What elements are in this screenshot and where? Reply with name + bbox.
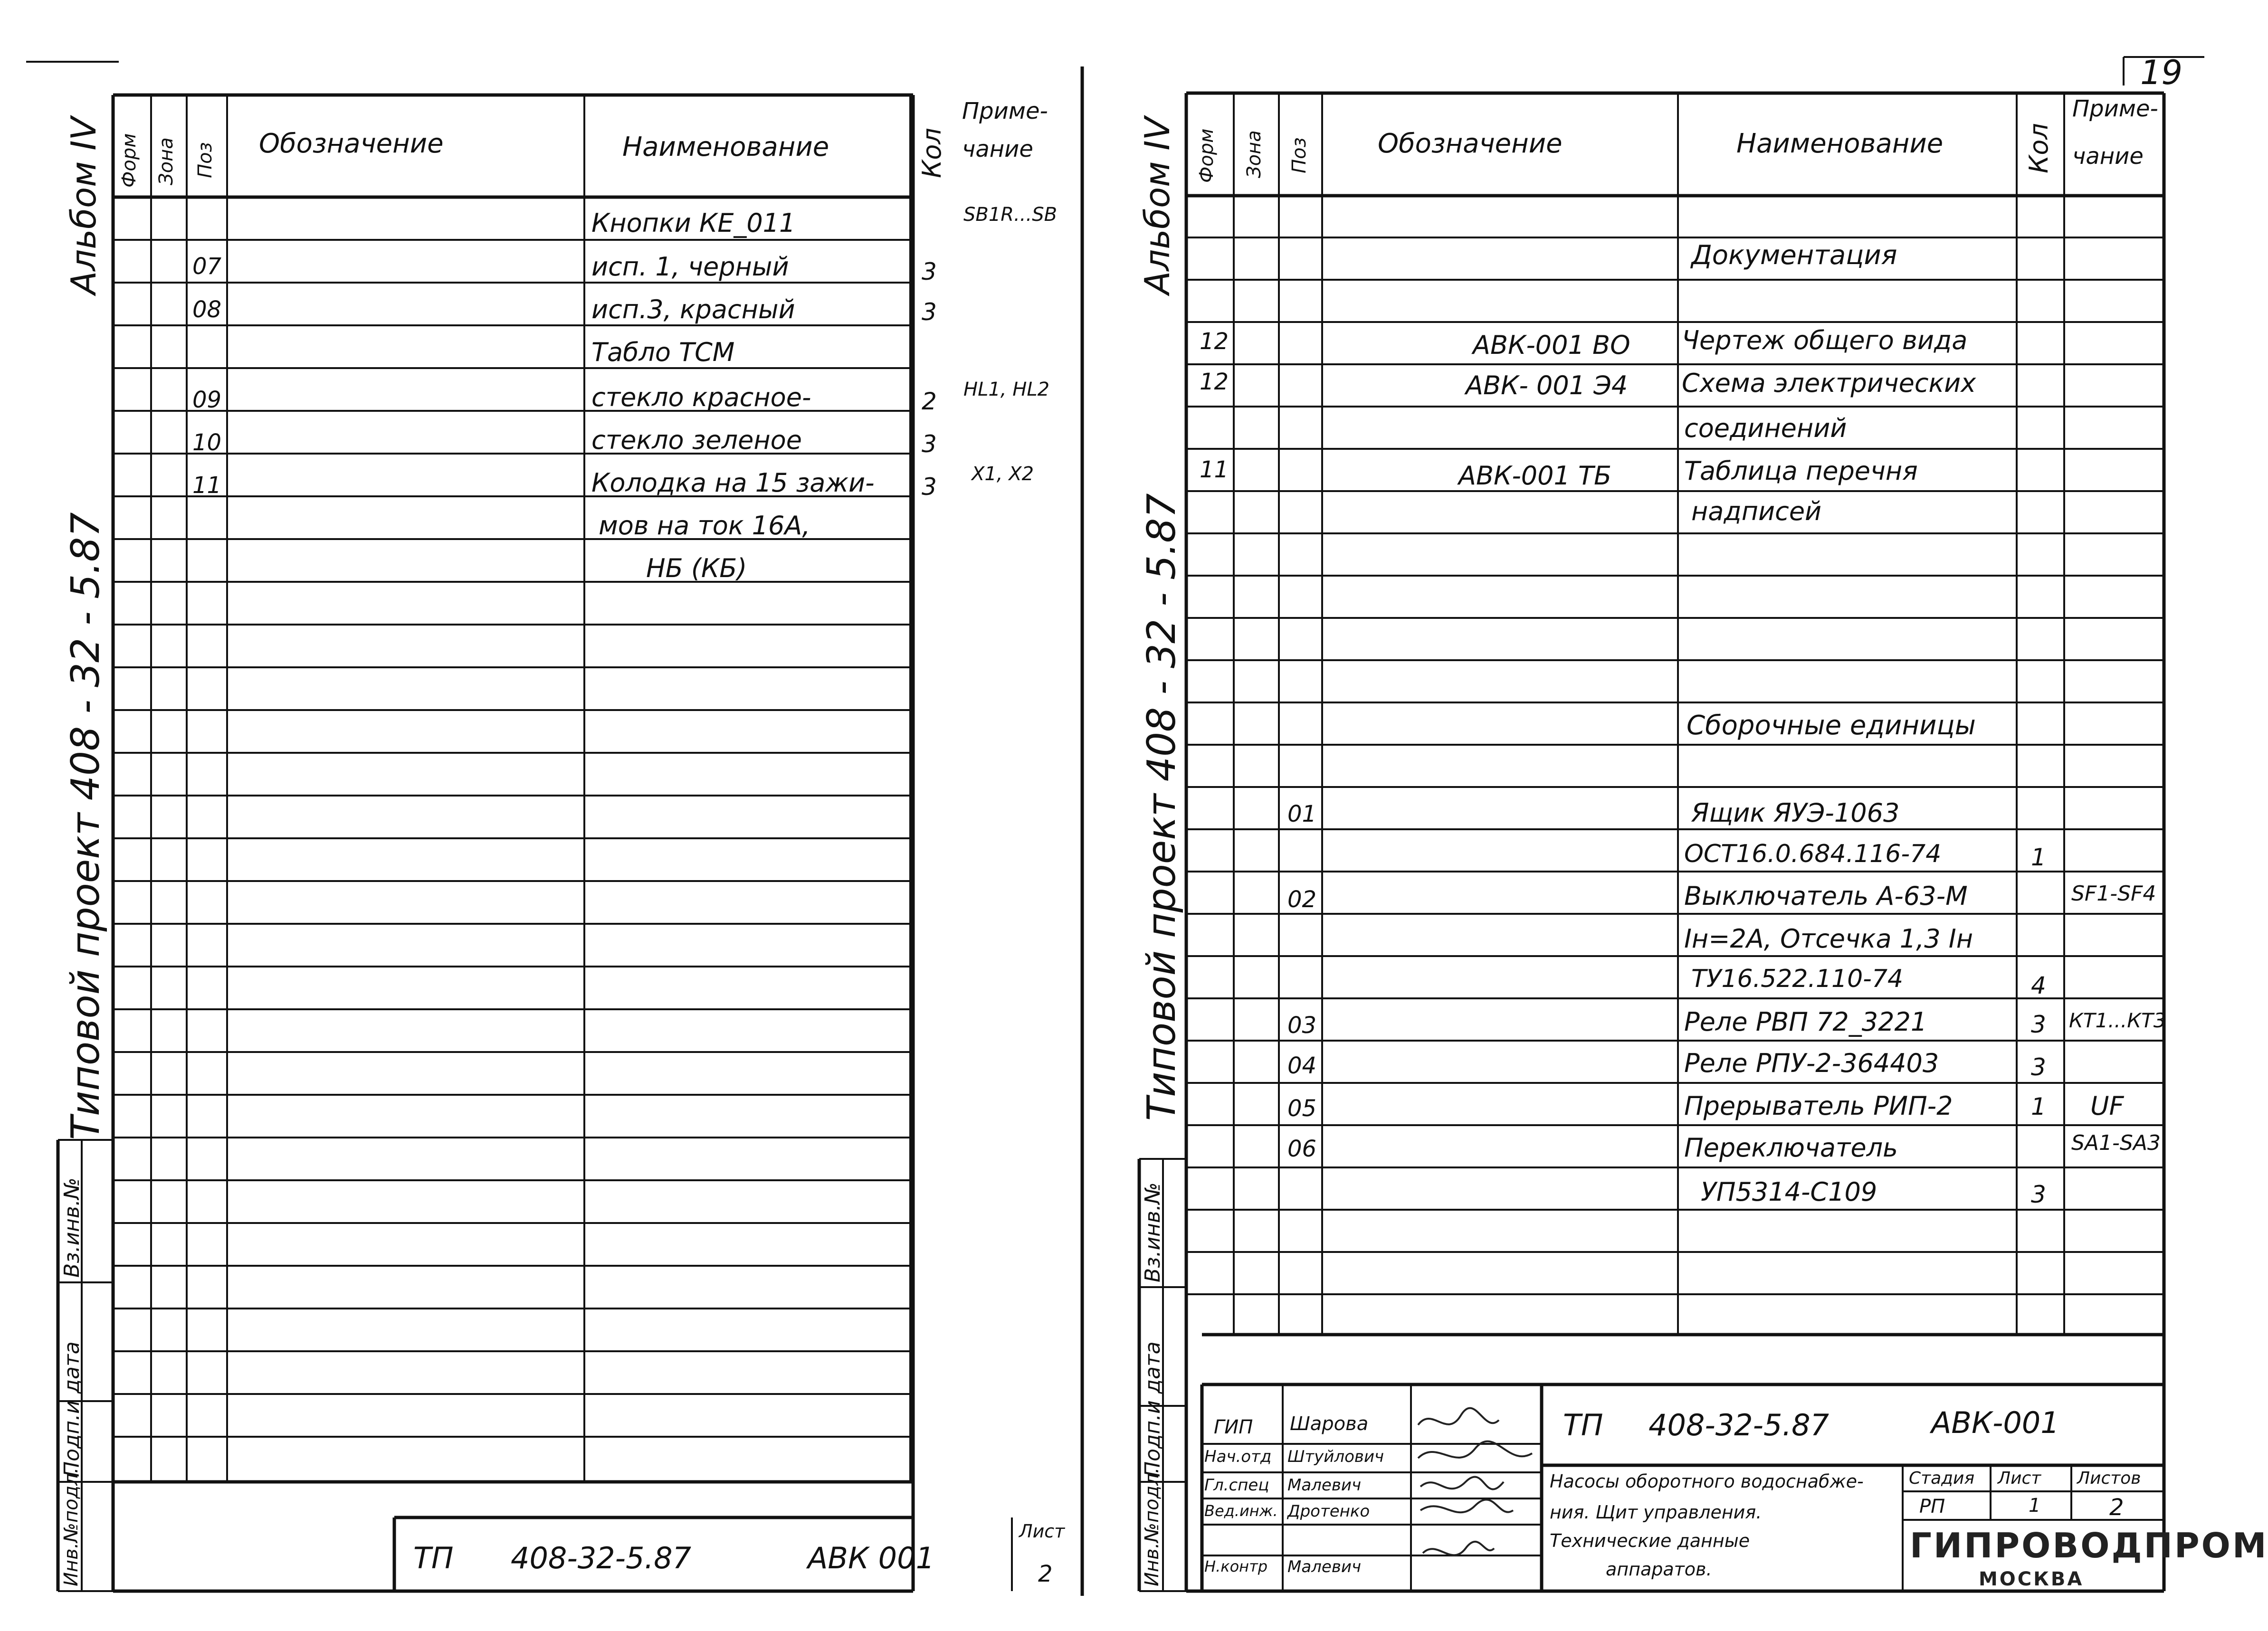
left-stamp-tp: ТП [413, 1541, 454, 1575]
right-row-qty: 4 [2031, 972, 2046, 999]
right-header-note-1: Приме- [2072, 95, 2158, 122]
left-row-name: мов на ток 16А, [599, 511, 810, 541]
right-row-name: Выключатель А-63-М [1684, 881, 1968, 911]
left-row-name: Колодка на 15 зажи- [591, 468, 875, 498]
signatures-scribble [1413, 1401, 1537, 1572]
left-row-pos: 09 [192, 387, 222, 413]
left-row-name: исп.3, красный [591, 294, 795, 324]
right-row-note: UF [2090, 1091, 2124, 1121]
left-row-pos: 11 [192, 472, 222, 499]
right-row-name: надписей [1691, 496, 1822, 526]
right-header-zone: Зона [1243, 130, 1265, 178]
right-row-pos: 01 [1287, 801, 1317, 827]
right-project-label: Типовой проект 408 - 32 - 5.87 [1139, 493, 1184, 1121]
left-podp-data-label: Подп.и дата [60, 1341, 84, 1477]
left-row-name: Кнопки КЕ_011 [591, 208, 796, 238]
title-stage-label: Стадия [1909, 1469, 1975, 1488]
right-row-qty: 1 [2031, 844, 2046, 871]
right-row-name: Реле РПУ-2-364403 [1684, 1048, 1939, 1078]
right-row-name: Прерыватель РИП-2 [1684, 1091, 1953, 1121]
left-row-qty: 3 [922, 258, 937, 285]
right-row-name: ОСТ16.0.684.116-74 [1684, 840, 1942, 868]
left-row-name: стекло красное- [591, 382, 811, 412]
right-row-designation: АВК- 001 Э4 [1466, 370, 1628, 400]
signer-role: ГИП [1214, 1416, 1253, 1438]
right-row-name: Iн=2А, Отсечка 1,3 Iн [1684, 924, 1973, 954]
left-row-name: исп. 1, черный [591, 252, 789, 282]
signer-name: Штуйлович [1287, 1447, 1384, 1466]
title-sheet-label: Лист [1998, 1469, 2041, 1488]
left-row-name: стекло зеленое [591, 425, 802, 455]
right-row-name: ТУ16.522.110-74 [1691, 965, 1904, 993]
left-header-designation: Обозначение [259, 128, 444, 159]
left-row-name: Табло ТСМ [591, 337, 735, 367]
right-row-pos: 06 [1287, 1136, 1317, 1162]
title-sheets: 2 [2109, 1494, 2124, 1521]
left-row-qty: 3 [922, 298, 937, 326]
title-sheets-label: Листов [2077, 1469, 2141, 1488]
signer-role: Нач.отд [1204, 1447, 1272, 1466]
right-header-qty: Кол [2024, 123, 2054, 173]
right-row-pos: 02 [1287, 886, 1317, 913]
left-header-note-1: Приме- [962, 98, 1048, 124]
right-header-pos: Поз [1288, 137, 1310, 173]
left-row-note: X1, X2 [972, 463, 1034, 485]
signer-name: Малевич [1287, 1476, 1362, 1495]
left-row-pos: 10 [192, 429, 222, 456]
right-row-format: 11 [1200, 456, 1229, 483]
right-header-format: Форм [1196, 128, 1218, 183]
left-stamp-sheet-label: Лист [1019, 1521, 1065, 1542]
left-stamp-doc: АВК 001 [808, 1541, 935, 1575]
right-row-name: соединений [1684, 413, 1847, 443]
left-row-pos: 08 [192, 296, 222, 323]
right-row-format: 12 [1200, 328, 1229, 355]
title-line-3: Технические данные [1550, 1530, 1750, 1551]
right-inv-podl-label: Инв.№подл. [1141, 1467, 1163, 1586]
left-header-format: Форм [118, 133, 140, 188]
left-header-pos: Поз [194, 142, 216, 178]
right-row-designation: АВК-001 ВО [1473, 330, 1630, 360]
right-row-name: Чертеж общего вида [1682, 325, 1968, 355]
right-row-qty: 3 [2031, 1053, 2046, 1081]
right-row-name: Ящик ЯУЭ-1063 [1691, 798, 1900, 828]
right-row-designation: АВК-001 ТБ [1458, 461, 1612, 491]
left-row-pos: 07 [192, 253, 222, 280]
right-row-pos: 05 [1287, 1095, 1317, 1122]
signer-name: Дротенко [1287, 1502, 1370, 1521]
signer-name: Шарова [1290, 1413, 1369, 1435]
right-row-qty: 3 [2031, 1011, 2046, 1038]
org-city: МОСКВА [1979, 1568, 2084, 1590]
page-number: 19 [2140, 53, 2183, 92]
right-row-note: SA1-SA3 [2071, 1131, 2161, 1155]
right-podp-data-label: Подп.и дата [1141, 1341, 1165, 1477]
left-row-qty: 2 [922, 388, 937, 415]
title-line-4: аппаратов. [1606, 1559, 1712, 1580]
left-inv-vz-label: Вз.инв.№ [60, 1177, 84, 1278]
left-project-label: Типовой проект 408 - 32 - 5.87 [63, 512, 108, 1140]
title-tp: ТП [1563, 1408, 1603, 1442]
title-doc: АВК-001 [1931, 1405, 2059, 1440]
left-row-note: HL1, HL2 [963, 379, 1050, 400]
signer-name: Малевич [1287, 1557, 1362, 1576]
org-name: ГИПРОВОДПРОМ [1910, 1526, 2268, 1565]
left-header-note-2: чание [962, 136, 1033, 162]
title-line-2: ния. Щит управления. [1550, 1502, 1762, 1523]
right-album-label: Альбом IV [1137, 117, 1177, 294]
right-header-designation: Обозначение [1378, 128, 1563, 159]
title-line-1: Насосы оборотного водоснабже- [1550, 1471, 1864, 1492]
left-stamp-sheet-no: 2 [1038, 1561, 1053, 1587]
left-header-zone: Зона [155, 137, 177, 185]
left-row-qty: 3 [922, 473, 937, 501]
left-album-label: Альбом IV [64, 117, 104, 294]
left-inv-podl-label: Инв.№подл. [60, 1467, 82, 1586]
title-stage: РП [1919, 1496, 1945, 1517]
right-inv-vz-label: Вз.инв.№ [1141, 1182, 1165, 1282]
right-row-note: КТ1...КТ3 [2069, 1009, 2166, 1032]
right-row-name: Переключатель [1684, 1133, 1898, 1163]
signer-role: Гл.спец [1204, 1476, 1269, 1495]
signer-role: Н.контр [1204, 1557, 1268, 1575]
left-row-qty: 3 [922, 430, 937, 458]
right-row-qty: 3 [2031, 1181, 2046, 1208]
signer-role: Вед.инж. [1204, 1502, 1278, 1520]
right-row-name: УП5314-С109 [1701, 1177, 1877, 1207]
right-row-name: Сборочные единицы [1687, 710, 1976, 741]
left-header-name: Наименование [622, 132, 829, 162]
right-row-name: Таблица перечня [1684, 456, 1918, 486]
title-code: 408-32-5.87 [1649, 1408, 1830, 1442]
right-row-pos: 04 [1287, 1053, 1317, 1079]
right-row-note: SF1-SF4 [2071, 882, 2156, 906]
left-stamp-code: 408-32-5.87 [511, 1541, 692, 1575]
title-sheet: 1 [2029, 1495, 2041, 1517]
right-header-note-2: чание [2072, 143, 2144, 170]
right-row-name: Документация [1691, 240, 1897, 271]
right-row-name: Реле РВП 72_3221 [1684, 1007, 1927, 1037]
left-header-qty: Кол [917, 128, 947, 178]
left-row-name: НБ (КБ) [646, 553, 747, 583]
right-row-format: 12 [1200, 369, 1229, 395]
right-header-name: Наименование [1736, 128, 1944, 159]
right-row-qty: 1 [2031, 1093, 2046, 1120]
right-row-name: Схема электрических [1682, 368, 1976, 398]
right-row-pos: 03 [1287, 1012, 1317, 1039]
left-row-note: SB1R...SB [963, 204, 1058, 226]
